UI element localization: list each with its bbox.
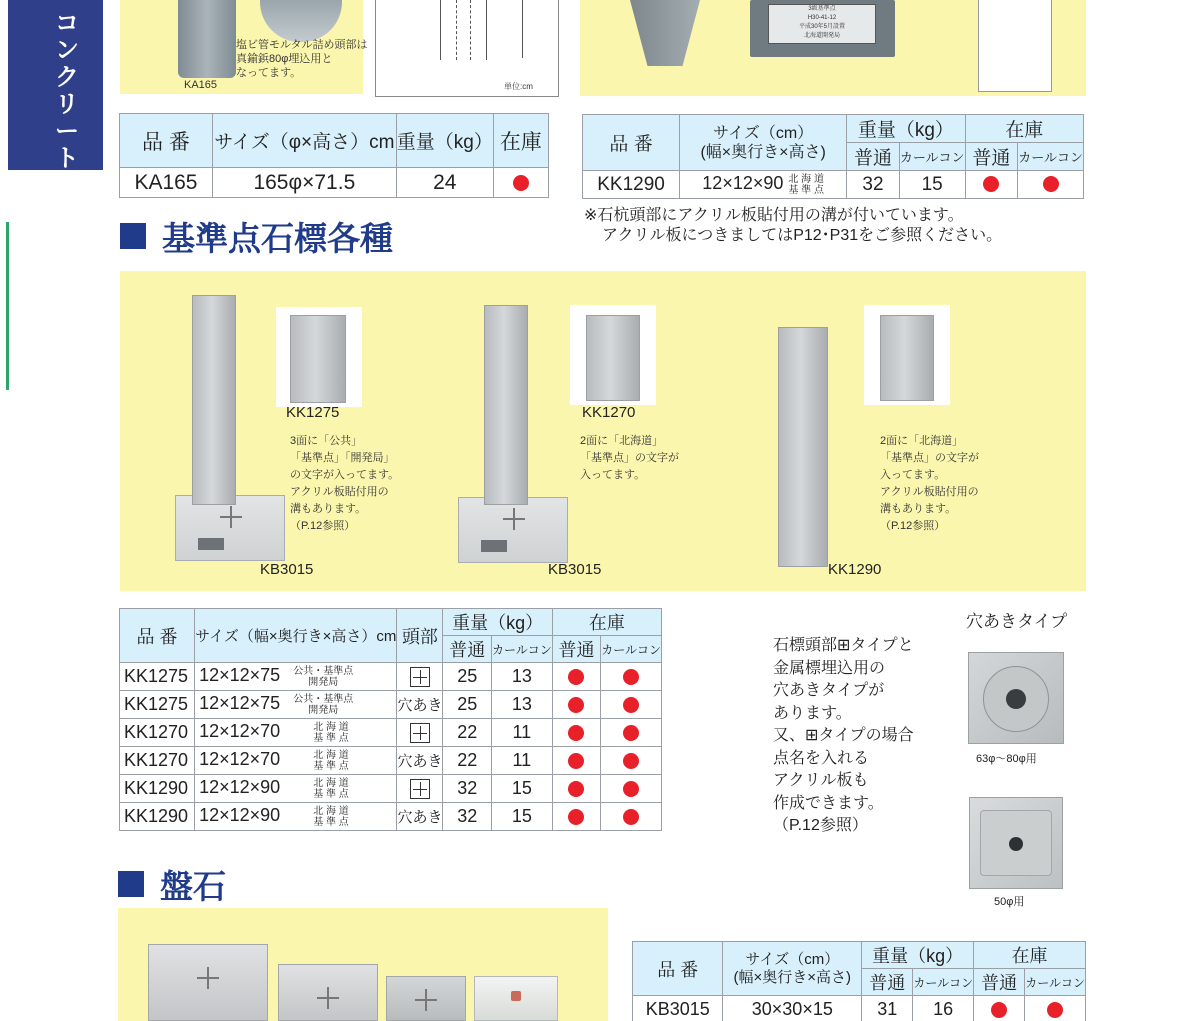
header-size-line-1: サイズ（cm）: [713, 124, 814, 142]
desc-line-9: （P.12参照）: [773, 817, 868, 834]
base-stone-3-photo: [386, 976, 466, 1021]
desc-line-6: 点名を入れる: [773, 749, 870, 767]
size-value: 12×12×70: [199, 721, 281, 742]
hole-stone-small-photo: [969, 797, 1063, 889]
kb-size-cell: 30×30×15: [723, 996, 862, 1021]
kk1270-label: KK1270: [582, 404, 636, 421]
kk1275-thumb-frame: [276, 307, 362, 407]
row-curl-stock: [601, 747, 662, 775]
header-stock: 在庫: [493, 114, 548, 168]
kk1270-note-3: 入ってます。: [580, 469, 646, 481]
products-panel: [120, 271, 1086, 591]
ka-caption-2: 真鍮鋲80φ埋込用と: [236, 53, 333, 65]
kk1290-head-mark: [788, 174, 824, 196]
kb-curl-stock: [1025, 996, 1086, 1021]
small-hole: [1009, 837, 1023, 851]
row-normal-weight: 25: [443, 691, 492, 719]
mark-line-1: 北 海 道: [313, 721, 349, 733]
kk1275-note-6: （P.12参照）: [290, 520, 356, 532]
row-curl-weight: 11: [491, 719, 552, 747]
base-stone-4-photo: [474, 976, 558, 1021]
kk1275-head-photo: [290, 315, 346, 403]
row-normal-stock: [552, 775, 601, 803]
stock-dot: [568, 697, 584, 713]
sub-header-normal: 普通: [965, 143, 1018, 171]
kk1270-note-1: 2面に「北海道」: [580, 435, 664, 447]
mark-line-1: 北 海 道: [313, 777, 349, 789]
header-code: 品 番: [120, 609, 195, 663]
kk1290-drawing: [978, 0, 1052, 92]
kk1270-head-photo: [586, 315, 640, 401]
header-stock: 在庫: [965, 115, 1083, 143]
desc-line-8: 作成できます。: [773, 794, 884, 812]
stock-dot: [513, 175, 529, 191]
size-value: 12×12×75: [199, 693, 281, 714]
row-curl-stock: [601, 803, 662, 831]
kk1275-note-5: 溝もあります。: [290, 503, 367, 515]
header-stock: 在庫: [974, 942, 1086, 969]
stock-dot: [1047, 1002, 1063, 1018]
plate-line-1: 3級基準点: [808, 6, 836, 12]
kk1290-label: KK1290: [828, 561, 882, 578]
mark-line-2: 基 準 点: [313, 816, 349, 828]
sub-header-curl: カールコン: [899, 143, 965, 171]
mark-text: [313, 722, 349, 744]
side-category-tab[interactable]: [8, 0, 103, 226]
plate-line-2: H30-41-12: [807, 15, 837, 21]
sub-header-curl: カールコン: [491, 636, 552, 663]
row-size: [195, 775, 397, 803]
top-note-2: アクリル板につきましてはP12･P31をご参照ください。: [602, 227, 1003, 244]
kk1275-note-4: アクリル板貼付用の: [290, 486, 389, 498]
hole-caption-large: 63φ～80φ用: [976, 753, 1037, 765]
kk1290-plate-photo: [750, 0, 895, 57]
base-cross-mark: [503, 508, 525, 530]
stock-dot: [568, 809, 584, 825]
mark-text: [313, 750, 349, 772]
mark-line-1: 公共・基準点: [293, 665, 354, 677]
red-mark: [511, 991, 521, 1001]
cross-box-icon: [410, 779, 430, 799]
row-head: 穴あき: [397, 691, 443, 719]
row-head-cross: [397, 775, 443, 803]
kk1290-size-value: 12×12×90: [702, 173, 784, 194]
stock-dot: [623, 725, 639, 741]
row-size: [195, 719, 397, 747]
kk1290-note-2: 「基準点」の文字が: [880, 452, 979, 464]
header-weight: 重量（kg）: [396, 114, 493, 168]
row-code: KK1290: [120, 775, 195, 803]
size-value: 12×12×70: [199, 749, 281, 770]
sub-header-curl: カールコン: [913, 969, 974, 996]
plate-face: [768, 4, 876, 44]
kk1290-normal-weight: 32: [847, 171, 900, 199]
drawing-line-2: [456, 0, 457, 60]
kk1290-note-6: （P.12参照）: [880, 520, 946, 532]
ka-stock-cell: [493, 168, 548, 198]
row-size: [195, 747, 397, 775]
ka165-head-photo: [260, 0, 342, 42]
kk1290-note-1: 2面に「北海道」: [880, 435, 964, 447]
sub-header-curl: カールコン: [1025, 969, 1086, 996]
row-head: 穴あき: [397, 803, 443, 831]
header-head: 頭部: [397, 609, 443, 663]
kb-code-cell: KB3015: [633, 996, 723, 1021]
row-curl-stock: [601, 775, 662, 803]
row-curl-weight: 15: [491, 803, 552, 831]
header-size-line-2: (幅×奥行き×高さ): [700, 143, 826, 161]
kb3015-base-photo: [458, 497, 568, 563]
header-stock: 在庫: [552, 609, 661, 636]
sub-header-normal: 普通: [847, 143, 900, 171]
ka165-cylinder-photo: [178, 0, 236, 78]
sub-header-normal: 普通: [862, 969, 913, 996]
size-value: 12×12×90: [199, 777, 281, 798]
desc-line-7: アクリル板も: [773, 772, 869, 789]
row-code: KK1290: [120, 803, 195, 831]
mark-text: [293, 694, 353, 716]
row-normal-stock: [552, 691, 601, 719]
kk1275-label: KK1275: [286, 404, 340, 421]
row-code: KK1270: [120, 719, 195, 747]
sub-header-normal: 普通: [443, 636, 492, 663]
ka-caption-3: なってます。: [236, 67, 302, 79]
kk1290-thumb-frame: [864, 305, 950, 405]
sub-header-curl: カールコン: [601, 636, 662, 663]
section-heading-benchmark: [120, 214, 393, 258]
kk1290-code-cell: KK1290: [583, 171, 680, 199]
sub-header-normal: 普通: [974, 969, 1025, 996]
kk1290-note-3: 入ってます。: [880, 469, 946, 481]
kk1275-note-3: の文字が入ってます。: [290, 469, 400, 481]
row-normal-weight: 25: [443, 663, 492, 691]
desc-line-3: 穴あきタイプが: [773, 682, 885, 699]
sub-header-normal: 普通: [552, 636, 601, 663]
base-cross-mark: [415, 989, 437, 1011]
head-mark-line-1: 北 海 道: [788, 173, 824, 185]
plate-line-3: 平成30年5月設置: [798, 24, 845, 30]
row-curl-stock: [601, 719, 662, 747]
section-title: 基準点石標各種: [162, 219, 393, 257]
kk1290-post-photo: [778, 327, 828, 567]
size-value: 12×12×75: [199, 665, 281, 686]
row-normal-stock: [552, 747, 601, 775]
base-hole: [481, 540, 507, 552]
header-size: サイズ（幅×奥行き×高さ）cm: [195, 609, 397, 663]
kk1290-head-photo: [880, 315, 934, 401]
row-size: [195, 803, 397, 831]
kk1275-note-2: 「基準点」「開発局」: [290, 452, 395, 464]
mark-line-2: 基 準 点: [313, 788, 349, 800]
base-hole: [198, 538, 224, 550]
row-curl-stock: [601, 691, 662, 719]
mark-text: [293, 666, 353, 688]
header-size-line-1: サイズ（cm）: [745, 950, 840, 968]
size-value: 12×12×90: [199, 805, 281, 826]
row-curl-weight: 11: [491, 747, 552, 775]
kb3015-spec-table: [632, 941, 1086, 1021]
base-cross-mark: [197, 967, 219, 989]
kk1275-note-1: 3面に「公共」: [290, 435, 363, 447]
stock-dot: [623, 697, 639, 713]
row-head-cross: [397, 719, 443, 747]
drawing-line-1: [440, 0, 441, 60]
row-size: [195, 691, 397, 719]
kk1290-note-5: 溝もあります。: [880, 503, 957, 515]
base-stone-1-photo: [148, 944, 268, 1021]
drawing-dimension-line: [522, 0, 523, 58]
stock-dot: [623, 781, 639, 797]
mark-line-2: 基 準 点: [313, 760, 349, 772]
head-mark-line-2: 基 準 点: [788, 184, 824, 196]
mark-line-1: 北 海 道: [313, 749, 349, 761]
header-size: サイズ（φ×高さ）cm: [212, 114, 396, 168]
kk1290-post-photo: [630, 0, 700, 66]
large-hole: [1006, 689, 1026, 709]
base-stone-photo-panel: [118, 908, 608, 1021]
drawing-panel: [375, 0, 559, 97]
stock-dot: [991, 1002, 1007, 1018]
hole-type-description: [773, 635, 914, 838]
row-code: KK1275: [120, 691, 195, 719]
drawing-line-3: [470, 0, 471, 60]
cross-box-icon: [410, 667, 430, 687]
header-weight: 重量（kg）: [862, 942, 974, 969]
drawing-line-4: [486, 0, 487, 60]
mark-line-1: 北 海 道: [313, 805, 349, 817]
kk1270-note-2: 「基準点」の文字が: [580, 452, 679, 464]
heading-square-icon: [118, 871, 144, 897]
header-code: 品 番: [120, 114, 213, 168]
kk1270-thumb-frame: [570, 305, 656, 405]
stock-dot: [568, 753, 584, 769]
row-normal-stock: [552, 803, 601, 831]
desc-line-4: あります。: [773, 704, 852, 722]
kk1290-curl-stock: [1018, 171, 1084, 199]
row-curl-weight: 15: [491, 775, 552, 803]
kk1290-size-cell: [680, 171, 847, 199]
kk1290-normal-stock: [965, 171, 1018, 199]
kk1290-photo-panel: [580, 0, 1086, 96]
row-normal-weight: 22: [443, 747, 492, 775]
header-size: [723, 942, 862, 996]
row-curl-weight: 13: [491, 691, 552, 719]
top-note-1: ※石杭頭部にアクリル板貼付用の溝が付いています。: [584, 207, 964, 224]
row-code: KK1270: [120, 747, 195, 775]
kb-curl-weight: 16: [913, 996, 974, 1021]
section-title: 盤石: [160, 867, 226, 905]
row-head: 穴あき: [397, 747, 443, 775]
hole-type-title: 穴あきタイプ: [966, 612, 1068, 631]
ka-photo-label: KA165: [184, 79, 218, 91]
mark-line-2: 基 準 点: [313, 732, 349, 744]
ka-photo-panel: [120, 0, 368, 94]
ka165-spec-table: [119, 113, 549, 198]
kk1270-post-photo: [484, 305, 528, 505]
side-accent-line: [6, 222, 9, 390]
ka-code-cell: KA165: [120, 168, 213, 198]
ka-weight-cell: 24: [396, 168, 493, 198]
row-normal-weight: 32: [443, 775, 492, 803]
row-normal-weight: 22: [443, 719, 492, 747]
row-head-cross: [397, 663, 443, 691]
hole-caption-small: 50φ用: [994, 896, 1025, 908]
ka-size-cell: 165φ×71.5: [212, 168, 396, 198]
stock-dot: [623, 753, 639, 769]
kb-normal-stock: [974, 996, 1025, 1021]
row-normal-weight: 32: [443, 803, 492, 831]
header-weight: 重量（kg）: [847, 115, 965, 143]
hole-stone-large-photo: [968, 652, 1064, 744]
kk1290-note-4: アクリル板貼付用の: [880, 486, 979, 498]
stock-dot: [568, 781, 584, 797]
mark-text: [313, 778, 349, 800]
base-stone-2-photo: [278, 964, 378, 1021]
kb3015-label-1: KB3015: [260, 561, 314, 578]
mark-line-2: 開発局: [308, 676, 339, 688]
desc-line-5: 又、⊞タイプの場合: [773, 727, 914, 744]
mark-line-2: 開発局: [308, 704, 339, 716]
row-normal-stock: [552, 663, 601, 691]
section-heading-base-stone: [118, 862, 226, 906]
stock-dot: [1043, 176, 1059, 192]
side-tab-label: コンクリート製品: [55, 10, 79, 226]
base-cross-mark: [317, 987, 339, 1009]
row-curl-weight: 13: [491, 663, 552, 691]
desc-line-2: 金属標埋込用の: [773, 659, 886, 677]
header-code: 品 番: [583, 115, 680, 171]
mark-line-1: 公共・基準点: [293, 693, 354, 705]
row-size: [195, 663, 397, 691]
cross-box-icon: [410, 723, 430, 743]
mark-text: [313, 806, 349, 828]
kb-normal-weight: 31: [862, 996, 913, 1021]
stock-dot: [568, 725, 584, 741]
header-size: [680, 115, 847, 171]
row-normal-stock: [552, 719, 601, 747]
header-size-line-2: (幅×奥行き×高さ): [733, 968, 852, 986]
header-weight: 重量（kg）: [443, 609, 552, 636]
stock-dot: [568, 669, 584, 685]
base-cross-mark: [220, 506, 242, 528]
header-code: 品 番: [633, 942, 723, 996]
benchmark-spec-table: [119, 608, 662, 831]
kk1290-curl-weight: 15: [899, 171, 965, 199]
drawing-unit-note: 単位:cm: [504, 82, 533, 91]
heading-square-icon: [120, 223, 146, 249]
kk1290-spec-table: [582, 114, 1084, 199]
ka-caption-1: 塩ビ管モルタル詰め頭部は: [236, 39, 368, 51]
kk1275-post-photo: [192, 295, 236, 505]
row-code: KK1275: [120, 663, 195, 691]
plate-line-4: 北海道開発局: [803, 33, 840, 39]
stock-dot: [623, 809, 639, 825]
kb3015-label-2: KB3015: [548, 561, 602, 578]
desc-line-1: 石標頭部⊞タイプと: [773, 637, 914, 654]
row-curl-stock: [601, 663, 662, 691]
stock-dot: [623, 669, 639, 685]
sub-header-curl: カールコン: [1018, 143, 1084, 171]
stock-dot: [983, 176, 999, 192]
